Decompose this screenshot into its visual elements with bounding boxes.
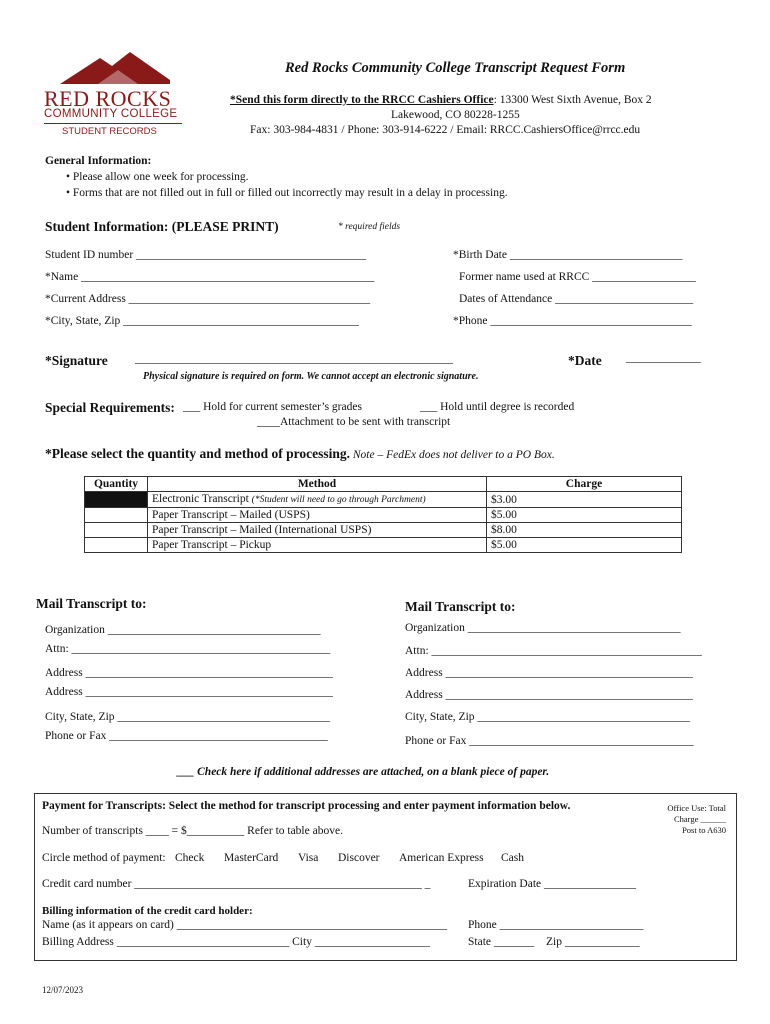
signature-note: Physical signature is required on form. We cannot accept an electronic signature. xyxy=(143,371,479,382)
mail-heading-left: Mail Transcript to: xyxy=(36,596,147,611)
special-label: Special Requirements: xyxy=(45,400,175,415)
billing-zip-field[interactable]: Zip _____________ xyxy=(546,936,640,948)
table-row xyxy=(85,508,682,523)
processing-table xyxy=(84,476,682,553)
form-title: Red Rocks Community College Transcript Request Form xyxy=(285,60,626,76)
credit-card-field[interactable]: Credit card number __________________________________________________ _ xyxy=(42,878,431,890)
charge-cell: $5.00 xyxy=(487,538,682,553)
processing-note: Note – FedEx does not deliver to a PO Box. xyxy=(350,449,555,461)
billing-heading: Billing information of the credit card holder: xyxy=(42,905,253,917)
logo-divider xyxy=(44,123,182,124)
birth-date-field[interactable]: *Birth Date ______________________________ xyxy=(453,249,683,261)
method-header: Method xyxy=(148,477,487,492)
table-row xyxy=(85,492,682,508)
send-address: : 13300 West Sixth Avenue, Box 2 xyxy=(493,94,652,106)
send-line xyxy=(230,94,652,106)
general-bullet-1-text: Please allow one week for processing. xyxy=(72,171,249,183)
special-option-attachment[interactable]: ____Attachment to be sent with transcript xyxy=(257,416,451,428)
processing-heading: *Please select the quantity and method of processing. xyxy=(45,446,350,461)
payment-method-visa[interactable]: Visa xyxy=(298,852,319,864)
table-row xyxy=(85,523,682,538)
general-bullet-1: • Please allow one week for processing. xyxy=(66,171,249,183)
mail-left-address-2[interactable]: Address ___________________________________________ xyxy=(45,686,333,698)
former-name-field[interactable]: Former name used at RRCC __________________ xyxy=(459,271,696,283)
current-address-field[interactable]: *Current Address __________________________________________ xyxy=(45,293,371,305)
method-cell: Paper Transcript – Mailed (USPS) xyxy=(148,508,487,523)
method-cell: Paper Transcript – Pickup xyxy=(148,538,487,553)
quantity-cell-pickup[interactable] xyxy=(85,538,148,553)
payment-method-check[interactable]: Check xyxy=(175,852,205,864)
logo-line-3: STUDENT RECORDS xyxy=(62,126,157,137)
method-cell: Paper Transcript – Mailed (International USPS) xyxy=(148,523,487,538)
contact-line: Fax: 303-984-4831 / Phone: 303-914-6222 / Email: RRCC.CashiersOffice@rrcc.edu xyxy=(250,124,641,136)
method-text: Electronic Transcript xyxy=(152,493,252,505)
expiration-date-field[interactable]: Expiration Date ________________ xyxy=(468,878,637,890)
payment-method-mastercard[interactable]: MasterCard xyxy=(224,852,279,864)
charge-header: Charge xyxy=(487,477,682,492)
city-line: Lakewood, CO 80228-1255 xyxy=(391,109,520,121)
billing-state-field[interactable]: State _______ xyxy=(468,936,535,948)
city-state-zip-field[interactable]: *City, State, Zip _________________________________________ xyxy=(45,315,359,327)
signature-label: *Signature xyxy=(45,353,108,368)
mail-right-city[interactable]: City, State, Zip _____________________________________ xyxy=(405,711,691,723)
payment-method-discover[interactable]: Discover xyxy=(338,852,380,864)
circle-method-label: Circle method of payment: xyxy=(42,852,166,864)
payment-method-amex[interactable]: American Express xyxy=(399,852,484,864)
method-cell xyxy=(148,492,487,508)
date-line[interactable]: _____________ xyxy=(626,352,701,364)
logo-line-2: COMMUNITY COLLEGE xyxy=(44,108,178,120)
processing-heading-line xyxy=(45,446,555,462)
office-use-line-1: Office Use: Total xyxy=(667,803,726,813)
student-id-field[interactable]: Student ID number ________________________________________ xyxy=(45,249,367,261)
quantity-cell-electronic[interactable] xyxy=(85,492,148,508)
transcript-count-field[interactable]: Number of transcripts ____ = $__________ Refer to table above. xyxy=(42,825,343,837)
special-option-grades[interactable]: ___ Hold for current semester’s grades xyxy=(183,401,362,413)
quantity-cell-international[interactable] xyxy=(85,523,148,538)
mail-left-organization[interactable]: Organization _____________________________________ xyxy=(45,624,321,636)
required-note: * required fields xyxy=(338,222,401,232)
office-use-note xyxy=(640,803,726,836)
general-heading: General Information: xyxy=(45,155,152,167)
general-bullet-2: • Forms that are not filled out in full or filled out incorrectly may result in a delay in processing. xyxy=(66,187,508,199)
charge-cell: $5.00 xyxy=(487,508,682,523)
general-bullet-2-text: Forms that are not filled out in full or filled out incorrectly may result in a delay in processing. xyxy=(72,187,508,199)
payment-heading: Payment for Transcripts: Select the method for transcript processing and enter payment information below. xyxy=(42,800,571,812)
mail-right-address-1[interactable]: Address ___________________________________________ xyxy=(405,667,693,679)
student-heading: Student Information: (PLEASE PRINT) xyxy=(45,219,279,234)
special-option-degree[interactable]: ___ Hold until degree is recorded xyxy=(420,401,575,413)
date-label: *Date xyxy=(568,353,602,368)
mail-right-address-2[interactable]: Address ___________________________________________ xyxy=(405,689,693,701)
signature-line[interactable]: _____________________________________________________ xyxy=(135,351,453,365)
mail-heading-right: Mail Transcript to: xyxy=(405,599,516,614)
charge-cell: $8.00 xyxy=(487,523,682,538)
table-row xyxy=(85,538,682,553)
mail-right-phone[interactable]: Phone or Fax _______________________________________ xyxy=(405,735,694,747)
payment-method-cash[interactable]: Cash xyxy=(501,852,524,864)
logo-line-1: RED ROCKS xyxy=(44,86,172,111)
quantity-cell-usps[interactable] xyxy=(85,508,148,523)
billing-phone-field[interactable]: Phone _________________________ xyxy=(468,919,644,931)
attendance-field[interactable]: Dates of Attendance ________________________ xyxy=(459,293,694,305)
charge-cell: $3.00 xyxy=(487,492,682,508)
college-logo-mountains xyxy=(60,50,170,86)
mail-right-attn[interactable]: Attn: _______________________________________________ xyxy=(405,645,702,657)
office-use-line-2: Charge ______ xyxy=(673,814,726,824)
quantity-header: Quantity xyxy=(85,477,148,492)
office-use-line-3: Post to A630 xyxy=(682,825,726,835)
mail-left-address-1[interactable]: Address ___________________________________________ xyxy=(45,667,333,679)
table-header-row xyxy=(85,477,682,492)
additional-addresses-checkbox[interactable]: ___ Check here if additional addresses are attached, on a blank piece of paper. xyxy=(177,766,550,778)
name-field[interactable]: *Name ___________________________________________________ xyxy=(45,271,375,283)
phone-field[interactable]: *Phone ___________________________________ xyxy=(453,315,692,327)
billing-address-field[interactable]: Billing Address ______________________________ City ____________________ xyxy=(42,936,430,948)
mail-left-attn[interactable]: Attn: _____________________________________________ xyxy=(45,643,331,655)
mail-left-city[interactable]: City, State, Zip _____________________________________ xyxy=(45,711,331,723)
mail-right-organization[interactable]: Organization _____________________________________ xyxy=(405,622,681,634)
method-note: (*Student will need to go through Parchment) xyxy=(251,495,426,505)
mail-left-phone[interactable]: Phone or Fax ______________________________________ xyxy=(45,730,328,742)
send-label: *Send this form directly to the RRCC Cashiers Office xyxy=(230,94,494,106)
cardholder-name-field[interactable]: Name (as it appears on card) _______________________________________________ xyxy=(42,919,447,931)
footer-date: 12/07/2023 xyxy=(42,985,84,995)
